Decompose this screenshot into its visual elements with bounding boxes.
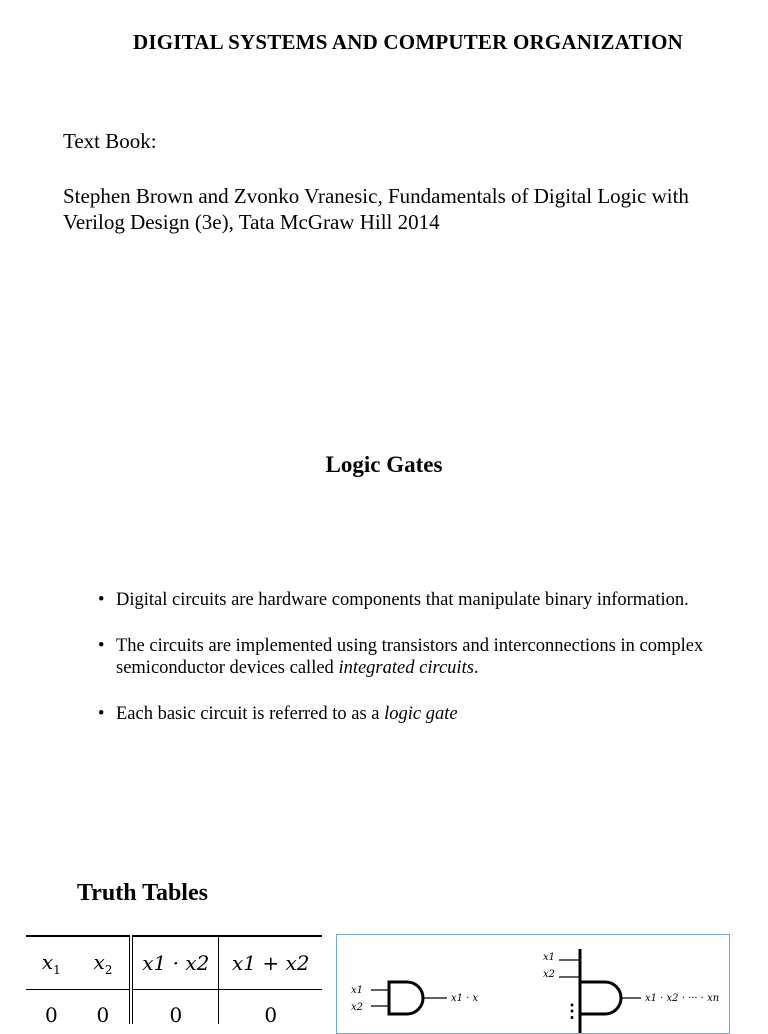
bullet-text: Digital circuits are hardware components that manipulate binary information.	[116, 590, 689, 610]
bullet-text: Each basic circuit is referred to as a	[116, 704, 385, 724]
bullet-emphasis: integrated circuits	[338, 658, 474, 678]
and-gate-n-input	[543, 949, 719, 1034]
cell: 0	[44, 1003, 58, 1024]
bullet-dot: •	[98, 636, 105, 656]
header-and: x1 · x2	[131, 936, 219, 990]
and-gate-figure	[336, 934, 730, 1034]
cell: 0	[264, 1003, 278, 1024]
gate-input-label: x2	[543, 969, 556, 980]
gate-output-label: x1 · x	[451, 993, 479, 1004]
truth-tables-title: Truth Tables	[77, 880, 208, 906]
gate-input-label: x2	[351, 1002, 364, 1013]
textbook-label: Text Book:	[63, 129, 157, 153]
header-x1: $x_1$	[26, 936, 77, 990]
bullet-text-end: .	[473, 658, 479, 678]
header-x2: $x_2$	[77, 936, 132, 990]
header-or: x1 + x2	[219, 936, 322, 990]
bullet-dot: •	[98, 590, 105, 610]
table-row	[26, 990, 322, 1025]
and-gate-2-input	[351, 982, 479, 1014]
and-gate-diagram	[337, 935, 730, 1034]
bullet-text: The circuits are implemented using transistors and interconnections in complex semiconductor devices called	[116, 636, 704, 678]
cell: 0	[77, 990, 132, 1025]
bullet-dot: •	[98, 704, 105, 724]
truth-table	[26, 935, 322, 1024]
textbook-reference: Stephen Brown and Zvonko Vranesic, Fundamentals of Digital Logic with Verilog Design (3e), Tata McGraw Hill 2014	[63, 184, 689, 234]
bullet-list	[98, 589, 738, 749]
gate-output-label: x1 · x2 · ··· · xn	[645, 993, 720, 1004]
course-title: DIGITAL SYSTEMS AND COMPUTER ORGANIZATION	[132, 30, 683, 54]
bullet-emphasis: logic gate	[384, 704, 458, 724]
section-title: Logic Gates	[325, 452, 443, 477]
bullet-item	[98, 635, 738, 679]
bullet-item	[98, 703, 738, 725]
bullet-item	[98, 589, 738, 611]
gate-input-label: x1	[351, 985, 364, 996]
ellipsis-dots: ⋮	[563, 1001, 581, 1022]
truth-table-header-row	[26, 936, 322, 990]
gate-input-label: x1	[543, 952, 556, 963]
cell: 0	[131, 990, 219, 1025]
